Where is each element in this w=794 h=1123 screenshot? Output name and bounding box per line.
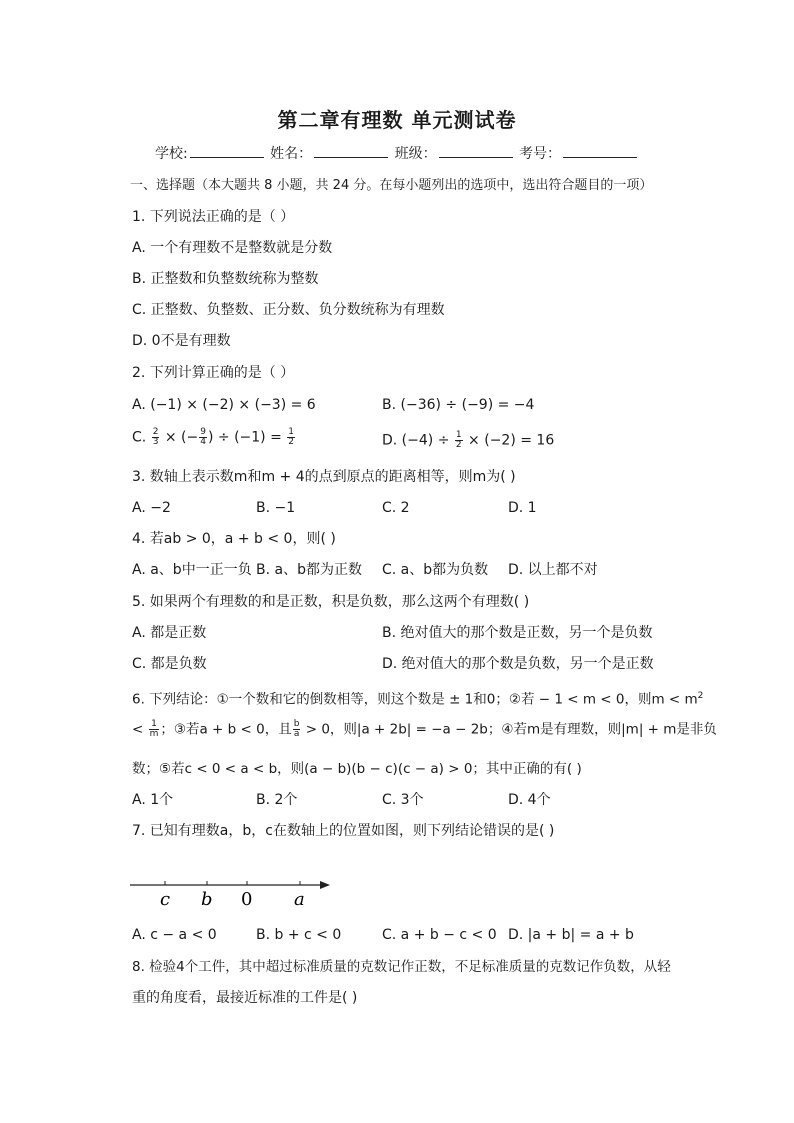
question-1-option-c: C. 正整数、负整数、正分数、负分数统称为有理数 (132, 302, 445, 318)
school-blank[interactable] (190, 143, 264, 158)
question-1-stem: 1. 下列说法正确的是（ ） (132, 209, 295, 225)
fraction: $\frac{2}{3}$ (152, 427, 159, 447)
question-6-option-d: D. 4个 (508, 792, 551, 808)
page-title: 第二章有理数 单元测试卷 (277, 108, 517, 132)
arrow-right-icon (320, 881, 330, 889)
question-2-option-c: C. $\frac{2}{3}$ × (− $\frac{9}{4}$ ) ÷ (−1) = $\frac{1}{2}$ (132, 427, 295, 447)
school-label: 学校: (154, 146, 188, 162)
student-info-row (0, 143, 794, 163)
question-4-stem: 4. 若ab > 0，a + b < 0，则( ) (132, 531, 336, 547)
question-5-option-d: D. 绝对值大的那个数是负数，另一个是正数 (382, 656, 654, 672)
question-7-option-b: B. b + c < 0 (256, 927, 342, 943)
axis-label-c: c (160, 889, 171, 910)
question-8-line-2: 重的角度看，最接近标准的工件是( ) (132, 990, 358, 1006)
question-3-option-c: C. 2 (382, 500, 410, 516)
question-2-stem: 2. 下列计算正确的是（ ） (132, 365, 295, 381)
question-7-option-d: D. |a + b| = a + b (508, 927, 634, 943)
question-6-option-b: B. 2个 (256, 792, 298, 808)
question-5-option-a: A. 都是正数 (132, 625, 207, 641)
exam-no-label: 考号： (519, 146, 562, 162)
question-4-option-d: D. 以上都不对 (508, 562, 598, 578)
question-6-line-3: 数；⑤若c < 0 < a < b，则(a − b)(b − c)(c − a) > 0；其中正确的有( ) (132, 761, 582, 777)
question-3-option-b: B. −1 (256, 500, 296, 516)
question-1-option-b: B. 正整数和负整数统称为整数 (132, 271, 319, 287)
question-7-stem: 7. 已知有理数a，b，c在数轴上的位置如图，则下列结论错误的是( ) (132, 823, 555, 839)
question-2-option-a: A. (−1) × (−2) × (−3) = 6 (132, 397, 316, 413)
question-7-option-c: C. a + b − c < 0 (382, 927, 497, 943)
fraction: $\frac{b}{a}$ (293, 719, 300, 739)
section-heading: 一、选择题（本大题共 8 小题，共 24 分。在每小题列出的选项中，选出符合题目的一项） (130, 178, 653, 193)
question-4-option-b: B. a、b都为正数 (256, 562, 362, 578)
question-5-option-c: C. 都是负数 (132, 656, 207, 672)
question-4-option-c: C. a、b都为负数 (382, 562, 489, 578)
question-6-line-1: 6. 下列结论：①一个数和它的倒数相等，则这个数是 ± 1和0；②若 − 1 < m < 0，则$m < m^2$ (132, 691, 704, 708)
axis-label-a: a (294, 889, 305, 910)
question-6-line-2: < $\frac{1}{m}$ ；③若a + b < 0，且 $\frac{b}{a}$ > 0，则|a + 2b| = −a − 2b；④若m是有理数，则|m| + m是非负 (132, 719, 717, 739)
question-2-option-d: D. (−4) ÷ $\frac{1}{2}$ × (−2) = 16 (382, 430, 555, 450)
question-8-line-1: 8. 检验4个工件，其中超过标准质量的克数记作正数，不足标准质量的克数记作负数，从轻 (132, 959, 671, 975)
question-6-option-a: A. 1个 (132, 792, 174, 808)
question-1-option-a: A. 一个有理数不是整数就是分数 (132, 240, 333, 256)
question-6-option-c: C. 3个 (382, 792, 424, 808)
fraction: $\frac{1}{m}$ (149, 719, 159, 739)
question-4-option-a: A. a、b中一正一负 (132, 562, 252, 578)
name-blank[interactable] (314, 143, 388, 158)
question-5-option-b: B. 绝对值大的那个数是正数，另一个是负数 (382, 625, 653, 641)
question-2-option-b: B. (−36) ÷ (−9) = −4 (382, 397, 535, 413)
question-3-option-a: A. −2 (132, 500, 171, 516)
axis-label-b: b (201, 889, 213, 910)
name-label: 姓名： (270, 146, 313, 162)
number-line-figure (128, 872, 338, 912)
question-3-stem: 3. 数轴上表示数m和m + 4的点到原点的距离相等，则m为( ) (132, 469, 516, 485)
class-label: 班级： (394, 146, 437, 162)
question-3-option-d: D. 1 (508, 500, 537, 516)
axis-label-zero: 0 (241, 889, 253, 910)
question-5-stem: 5. 如果两个有理数的和是正数，积是负数，那么这两个有理数( ) (132, 594, 530, 610)
fraction: $\frac{1}{2}$ (455, 430, 462, 450)
exam-no-blank[interactable] (563, 143, 637, 158)
class-blank[interactable] (439, 143, 513, 158)
question-7-option-a: A. c − a < 0 (132, 927, 217, 943)
fraction: $\frac{1}{2}$ (288, 427, 295, 447)
question-1-option-d: D. 0不是有理数 (132, 333, 231, 349)
fraction: $\frac{9}{4}$ (200, 427, 206, 447)
